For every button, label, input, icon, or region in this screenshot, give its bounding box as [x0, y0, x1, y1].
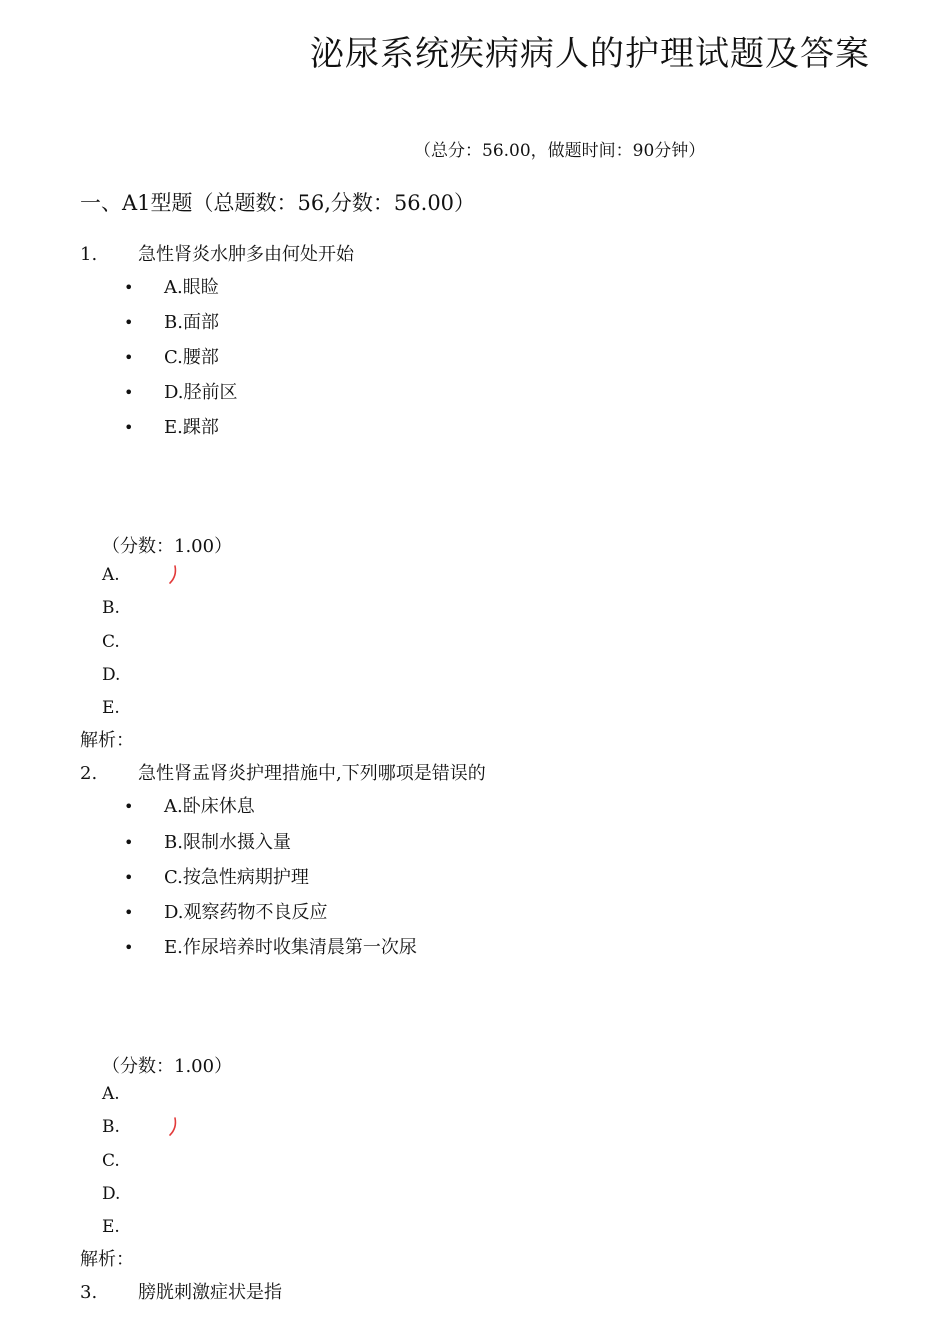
answer-label: C. [102, 1151, 120, 1171]
answer-label: D. [102, 1184, 121, 1204]
bullet-icon: • [124, 383, 134, 402]
analysis-label: 解析： [80, 1249, 134, 1270]
answer-label: B. [102, 598, 120, 618]
bullet-icon: • [124, 418, 134, 437]
option-item: D.胫前区 [164, 382, 238, 403]
question-text: 急性肾盂肾炎护理措施中,下列哪项是错误的 [138, 763, 486, 784]
bullet-icon: • [124, 278, 134, 297]
section-title: 一、A1型题（总题数：56,分数：56.00） [80, 191, 476, 215]
answer-label: C. [102, 632, 120, 652]
check-mark-icon [166, 564, 180, 586]
question-text: 急性肾炎水肿多由何处开始 [138, 244, 354, 265]
answer-label: E. [102, 698, 120, 718]
answer-label: D. [102, 665, 121, 685]
bullet-icon: • [124, 313, 134, 332]
option-item: C.腰部 [164, 347, 219, 368]
bullet-icon: • [124, 938, 134, 957]
option-item: B.面部 [164, 312, 219, 333]
analysis-label: 解析： [80, 730, 134, 751]
bullet-icon: • [124, 797, 134, 816]
bullet-icon: • [124, 833, 134, 852]
question-number: 1. [80, 244, 98, 265]
option-item: A.眼睑 [164, 277, 219, 298]
question-score: （分数：1.00） [102, 1056, 233, 1077]
answer-label: A. [102, 565, 120, 585]
option-item: A.卧床休息 [164, 796, 255, 817]
bullet-icon: • [124, 348, 134, 367]
bullet-icon: • [124, 903, 134, 922]
option-item: B.限制水摄入量 [164, 832, 291, 853]
question-number: 3. [80, 1282, 98, 1303]
option-item: D.观察药物不良反应 [164, 902, 328, 923]
question-score: （分数：1.00） [102, 536, 233, 557]
option-item: E.踝部 [164, 417, 219, 438]
bullet-icon: • [124, 868, 134, 887]
document-title: 泌尿系统疾病病人的护理试题及答案 [310, 34, 870, 74]
exam-meta: （总分：56.00，做题时间：90分钟） [414, 141, 706, 161]
option-item: C.按急性病期护理 [164, 867, 309, 888]
question-number: 2. [80, 763, 98, 784]
answer-label: E. [102, 1217, 120, 1237]
answer-label: A. [102, 1084, 120, 1104]
option-item: E.作尿培养时收集清晨第一次尿 [164, 937, 417, 958]
check-mark-icon [166, 1116, 180, 1138]
answer-label: B. [102, 1117, 120, 1137]
question-text: 膀胱刺激症状是指 [138, 1282, 282, 1303]
